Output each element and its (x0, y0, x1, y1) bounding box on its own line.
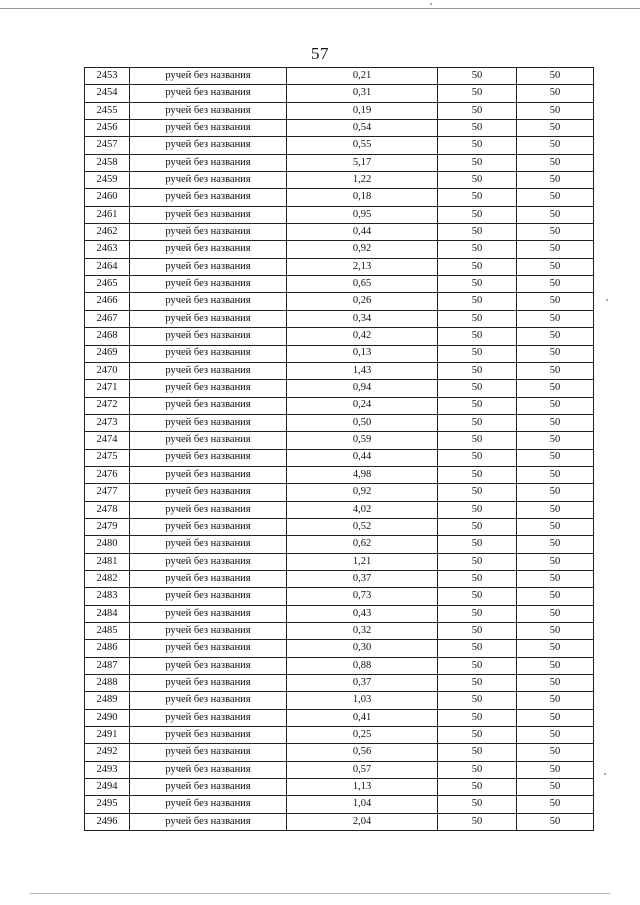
cell-zone-1: 50 (438, 120, 517, 137)
cell-name: ручей без названия (130, 293, 287, 310)
cell-length: 0,30 (287, 640, 438, 657)
cell-length: 0,94 (287, 380, 438, 397)
table-row (85, 293, 594, 310)
cell-name: ручей без названия (130, 779, 287, 796)
cell-zone-2: 50 (517, 813, 594, 830)
cell-name: ручей без названия (130, 692, 287, 709)
cell-zone-2: 50 (517, 484, 594, 501)
cell-length: 0,50 (287, 414, 438, 431)
table-row (85, 466, 594, 483)
cell-zone-2: 50 (517, 466, 594, 483)
cell-zone-2: 50 (517, 501, 594, 518)
cell-name: ручей без названия (130, 328, 287, 345)
table-row (85, 675, 594, 692)
cell-zone-2: 50 (517, 172, 594, 189)
cell-number: 2471 (85, 380, 130, 397)
cell-zone-2: 50 (517, 345, 594, 362)
cell-zone-1: 50 (438, 727, 517, 744)
cell-zone-1: 50 (438, 466, 517, 483)
table-row (85, 102, 594, 119)
cell-zone-1: 50 (438, 328, 517, 345)
table-body (85, 68, 594, 831)
table-row (85, 779, 594, 796)
cell-number: 2469 (85, 345, 130, 362)
cell-number: 2478 (85, 501, 130, 518)
cell-name: ручей без названия (130, 813, 287, 830)
table-row (85, 761, 594, 778)
cell-name: ручей без названия (130, 744, 287, 761)
cell-length: 0,43 (287, 605, 438, 622)
cell-zone-2: 50 (517, 276, 594, 293)
cell-name: ручей без названия (130, 709, 287, 726)
cell-zone-1: 50 (438, 362, 517, 379)
cell-zone-2: 50 (517, 120, 594, 137)
cell-length: 0,57 (287, 761, 438, 778)
cell-length: 1,22 (287, 172, 438, 189)
cell-name: ручей без названия (130, 761, 287, 778)
cell-zone-2: 50 (517, 310, 594, 327)
cell-zone-2: 50 (517, 189, 594, 206)
page-number: 57 (311, 44, 329, 63)
cell-name: ручей без названия (130, 68, 287, 85)
cell-zone-1: 50 (438, 345, 517, 362)
cell-zone-2: 50 (517, 102, 594, 119)
cell-length: 4,98 (287, 466, 438, 483)
cell-zone-1: 50 (438, 380, 517, 397)
table-row (85, 68, 594, 85)
table-row (85, 518, 594, 535)
cell-number: 2496 (85, 813, 130, 830)
cell-zone-1: 50 (438, 484, 517, 501)
cell-name: ручей без названия (130, 605, 287, 622)
cell-zone-1: 50 (438, 293, 517, 310)
cell-zone-2: 50 (517, 744, 594, 761)
cell-zone-2: 50 (517, 206, 594, 223)
cell-zone-2: 50 (517, 588, 594, 605)
cell-length: 0,21 (287, 68, 438, 85)
cell-name: ручей без названия (130, 241, 287, 258)
cell-name: ручей без названия (130, 553, 287, 570)
cell-zone-1: 50 (438, 518, 517, 535)
table-row (85, 224, 594, 241)
cell-zone-2: 50 (517, 570, 594, 587)
table-row (85, 484, 594, 501)
cell-length: 0,62 (287, 536, 438, 553)
table-row (85, 276, 594, 293)
cell-length: 5,17 (287, 154, 438, 171)
cell-number: 2459 (85, 172, 130, 189)
cell-length: 0,42 (287, 328, 438, 345)
table-row (85, 709, 594, 726)
cell-zone-1: 50 (438, 310, 517, 327)
cell-zone-2: 50 (517, 518, 594, 535)
cell-name: ручей без названия (130, 675, 287, 692)
cell-zone-1: 50 (438, 692, 517, 709)
cell-name: ручей без названия (130, 640, 287, 657)
cell-number: 2488 (85, 675, 130, 692)
table-row (85, 258, 594, 275)
cell-length: 1,43 (287, 362, 438, 379)
cell-length: 0,25 (287, 727, 438, 744)
cell-number: 2457 (85, 137, 130, 154)
cell-zone-2: 50 (517, 779, 594, 796)
water-bodies-table (84, 67, 594, 831)
cell-number: 2475 (85, 449, 130, 466)
table-row (85, 588, 594, 605)
cell-number: 2474 (85, 432, 130, 449)
cell-zone-1: 50 (438, 276, 517, 293)
cell-zone-1: 50 (438, 189, 517, 206)
cell-number: 2460 (85, 189, 130, 206)
table-row (85, 570, 594, 587)
cell-number: 2480 (85, 536, 130, 553)
cell-name: ручей без названия (130, 172, 287, 189)
cell-name: ручей без названия (130, 570, 287, 587)
cell-name: ручей без названия (130, 276, 287, 293)
cell-zone-1: 50 (438, 813, 517, 830)
cell-name: ручей без названия (130, 727, 287, 744)
cell-number: 2489 (85, 692, 130, 709)
cell-name: ручей без названия (130, 657, 287, 674)
table-row (85, 657, 594, 674)
cell-length: 0,44 (287, 449, 438, 466)
cell-zone-1: 50 (438, 605, 517, 622)
cell-length: 0,56 (287, 744, 438, 761)
scan-speck (604, 773, 606, 775)
cell-zone-2: 50 (517, 362, 594, 379)
table-row (85, 501, 594, 518)
cell-number: 2453 (85, 68, 130, 85)
table-row (85, 380, 594, 397)
cell-name: ручей без названия (130, 189, 287, 206)
cell-zone-2: 50 (517, 796, 594, 813)
cell-length: 0,37 (287, 570, 438, 587)
cell-number: 2463 (85, 241, 130, 258)
cell-zone-2: 50 (517, 761, 594, 778)
table-row (85, 189, 594, 206)
cell-zone-1: 50 (438, 241, 517, 258)
cell-length: 0,59 (287, 432, 438, 449)
cell-zone-2: 50 (517, 414, 594, 431)
cell-zone-2: 50 (517, 258, 594, 275)
cell-number: 2456 (85, 120, 130, 137)
cell-name: ручей без названия (130, 362, 287, 379)
cell-length: 0,41 (287, 709, 438, 726)
cell-number: 2495 (85, 796, 130, 813)
cell-length: 0,32 (287, 623, 438, 640)
cell-number: 2472 (85, 397, 130, 414)
cell-length: 1,13 (287, 779, 438, 796)
cell-length: 0,52 (287, 518, 438, 535)
scan-edge-bottom (30, 893, 610, 894)
cell-number: 2473 (85, 414, 130, 431)
cell-number: 2479 (85, 518, 130, 535)
cell-number: 2493 (85, 761, 130, 778)
cell-zone-1: 50 (438, 501, 517, 518)
cell-name: ручей без названия (130, 102, 287, 119)
cell-number: 2491 (85, 727, 130, 744)
cell-name: ручей без названия (130, 484, 287, 501)
table-row (85, 623, 594, 640)
cell-name: ручей без названия (130, 224, 287, 241)
cell-name: ручей без названия (130, 120, 287, 137)
table-row (85, 120, 594, 137)
cell-name: ручей без названия (130, 258, 287, 275)
cell-zone-1: 50 (438, 657, 517, 674)
cell-zone-2: 50 (517, 397, 594, 414)
cell-zone-2: 50 (517, 692, 594, 709)
cell-length: 1,03 (287, 692, 438, 709)
cell-zone-1: 50 (438, 68, 517, 85)
table-row (85, 328, 594, 345)
cell-length: 1,21 (287, 553, 438, 570)
scan-speck (606, 299, 608, 301)
cell-zone-1: 50 (438, 102, 517, 119)
cell-zone-1: 50 (438, 588, 517, 605)
cell-zone-1: 50 (438, 796, 517, 813)
cell-name: ручей без названия (130, 380, 287, 397)
cell-number: 2490 (85, 709, 130, 726)
cell-zone-2: 50 (517, 293, 594, 310)
cell-zone-1: 50 (438, 172, 517, 189)
cell-zone-1: 50 (438, 553, 517, 570)
table-row (85, 432, 594, 449)
cell-name: ручей без названия (130, 588, 287, 605)
cell-length: 0,31 (287, 85, 438, 102)
cell-zone-1: 50 (438, 414, 517, 431)
cell-zone-2: 50 (517, 727, 594, 744)
cell-name: ручей без названия (130, 137, 287, 154)
cell-length: 0,65 (287, 276, 438, 293)
cell-name: ручей без названия (130, 397, 287, 414)
cell-zone-1: 50 (438, 570, 517, 587)
cell-zone-1: 50 (438, 623, 517, 640)
table-row (85, 137, 594, 154)
table-row (85, 727, 594, 744)
cell-length: 0,44 (287, 224, 438, 241)
cell-length: 0,37 (287, 675, 438, 692)
cell-length: 2,13 (287, 258, 438, 275)
cell-number: 2462 (85, 224, 130, 241)
cell-name: ручей без названия (130, 85, 287, 102)
cell-zone-2: 50 (517, 536, 594, 553)
table-row (85, 172, 594, 189)
scan-speck (430, 3, 432, 5)
cell-number: 2486 (85, 640, 130, 657)
table-row (85, 241, 594, 258)
cell-number: 2454 (85, 85, 130, 102)
cell-zone-2: 50 (517, 224, 594, 241)
cell-zone-2: 50 (517, 154, 594, 171)
cell-length: 1,04 (287, 796, 438, 813)
cell-number: 2487 (85, 657, 130, 674)
cell-number: 2492 (85, 744, 130, 761)
cell-length: 0,18 (287, 189, 438, 206)
cell-name: ручей без названия (130, 345, 287, 362)
cell-length: 0,19 (287, 102, 438, 119)
cell-length: 0,54 (287, 120, 438, 137)
cell-name: ручей без названия (130, 414, 287, 431)
cell-zone-2: 50 (517, 432, 594, 449)
table-row (85, 553, 594, 570)
cell-name: ручей без названия (130, 536, 287, 553)
cell-number: 2483 (85, 588, 130, 605)
cell-name: ручей без названия (130, 466, 287, 483)
cell-number: 2482 (85, 570, 130, 587)
cell-zone-1: 50 (438, 397, 517, 414)
cell-zone-2: 50 (517, 605, 594, 622)
cell-zone-1: 50 (438, 137, 517, 154)
cell-zone-2: 50 (517, 68, 594, 85)
cell-number: 2484 (85, 605, 130, 622)
cell-length: 0,55 (287, 137, 438, 154)
cell-zone-2: 50 (517, 449, 594, 466)
cell-name: ручей без названия (130, 623, 287, 640)
cell-number: 2494 (85, 779, 130, 796)
cell-length: 0,92 (287, 241, 438, 258)
cell-zone-2: 50 (517, 553, 594, 570)
cell-zone-2: 50 (517, 328, 594, 345)
cell-zone-1: 50 (438, 761, 517, 778)
table-row (85, 744, 594, 761)
table-row (85, 310, 594, 327)
cell-number: 2464 (85, 258, 130, 275)
cell-length: 0,26 (287, 293, 438, 310)
cell-zone-1: 50 (438, 449, 517, 466)
cell-length: 0,95 (287, 206, 438, 223)
cell-zone-1: 50 (438, 675, 517, 692)
cell-zone-1: 50 (438, 640, 517, 657)
cell-zone-2: 50 (517, 640, 594, 657)
table-container (84, 67, 593, 831)
cell-number: 2465 (85, 276, 130, 293)
cell-number: 2461 (85, 206, 130, 223)
table-row (85, 154, 594, 171)
cell-number: 2466 (85, 293, 130, 310)
cell-number: 2468 (85, 328, 130, 345)
cell-zone-2: 50 (517, 657, 594, 674)
cell-length: 0,88 (287, 657, 438, 674)
cell-zone-2: 50 (517, 709, 594, 726)
scan-edge-top (0, 8, 640, 9)
cell-zone-2: 50 (517, 675, 594, 692)
table-row (85, 362, 594, 379)
cell-length: 0,34 (287, 310, 438, 327)
cell-number: 2476 (85, 466, 130, 483)
cell-length: 4,02 (287, 501, 438, 518)
cell-name: ручей без названия (130, 310, 287, 327)
cell-zone-2: 50 (517, 380, 594, 397)
cell-name: ручей без названия (130, 449, 287, 466)
cell-zone-1: 50 (438, 154, 517, 171)
cell-number: 2477 (85, 484, 130, 501)
cell-zone-1: 50 (438, 432, 517, 449)
cell-length: 2,04 (287, 813, 438, 830)
cell-zone-2: 50 (517, 85, 594, 102)
cell-number: 2458 (85, 154, 130, 171)
cell-number: 2455 (85, 102, 130, 119)
table-row (85, 605, 594, 622)
cell-length: 0,92 (287, 484, 438, 501)
cell-zone-1: 50 (438, 85, 517, 102)
cell-length: 0,73 (287, 588, 438, 605)
table-row (85, 640, 594, 657)
cell-zone-1: 50 (438, 744, 517, 761)
cell-zone-1: 50 (438, 258, 517, 275)
table-row (85, 796, 594, 813)
cell-number: 2467 (85, 310, 130, 327)
cell-zone-2: 50 (517, 241, 594, 258)
table-row (85, 692, 594, 709)
cell-length: 0,13 (287, 345, 438, 362)
cell-zone-1: 50 (438, 206, 517, 223)
cell-length: 0,24 (287, 397, 438, 414)
cell-number: 2485 (85, 623, 130, 640)
cell-number: 2481 (85, 553, 130, 570)
cell-name: ручей без названия (130, 206, 287, 223)
table-row (85, 206, 594, 223)
cell-name: ручей без названия (130, 501, 287, 518)
cell-zone-1: 50 (438, 779, 517, 796)
table-row (85, 536, 594, 553)
table-row (85, 345, 594, 362)
table-row (85, 414, 594, 431)
cell-zone-2: 50 (517, 623, 594, 640)
table-row (85, 449, 594, 466)
cell-zone-1: 50 (438, 224, 517, 241)
cell-name: ручей без названия (130, 796, 287, 813)
cell-zone-2: 50 (517, 137, 594, 154)
cell-name: ручей без названия (130, 518, 287, 535)
cell-zone-1: 50 (438, 536, 517, 553)
cell-name: ручей без названия (130, 154, 287, 171)
cell-zone-1: 50 (438, 709, 517, 726)
table-row (85, 813, 594, 830)
cell-number: 2470 (85, 362, 130, 379)
table-row (85, 397, 594, 414)
table-row (85, 85, 594, 102)
cell-name: ручей без названия (130, 432, 287, 449)
